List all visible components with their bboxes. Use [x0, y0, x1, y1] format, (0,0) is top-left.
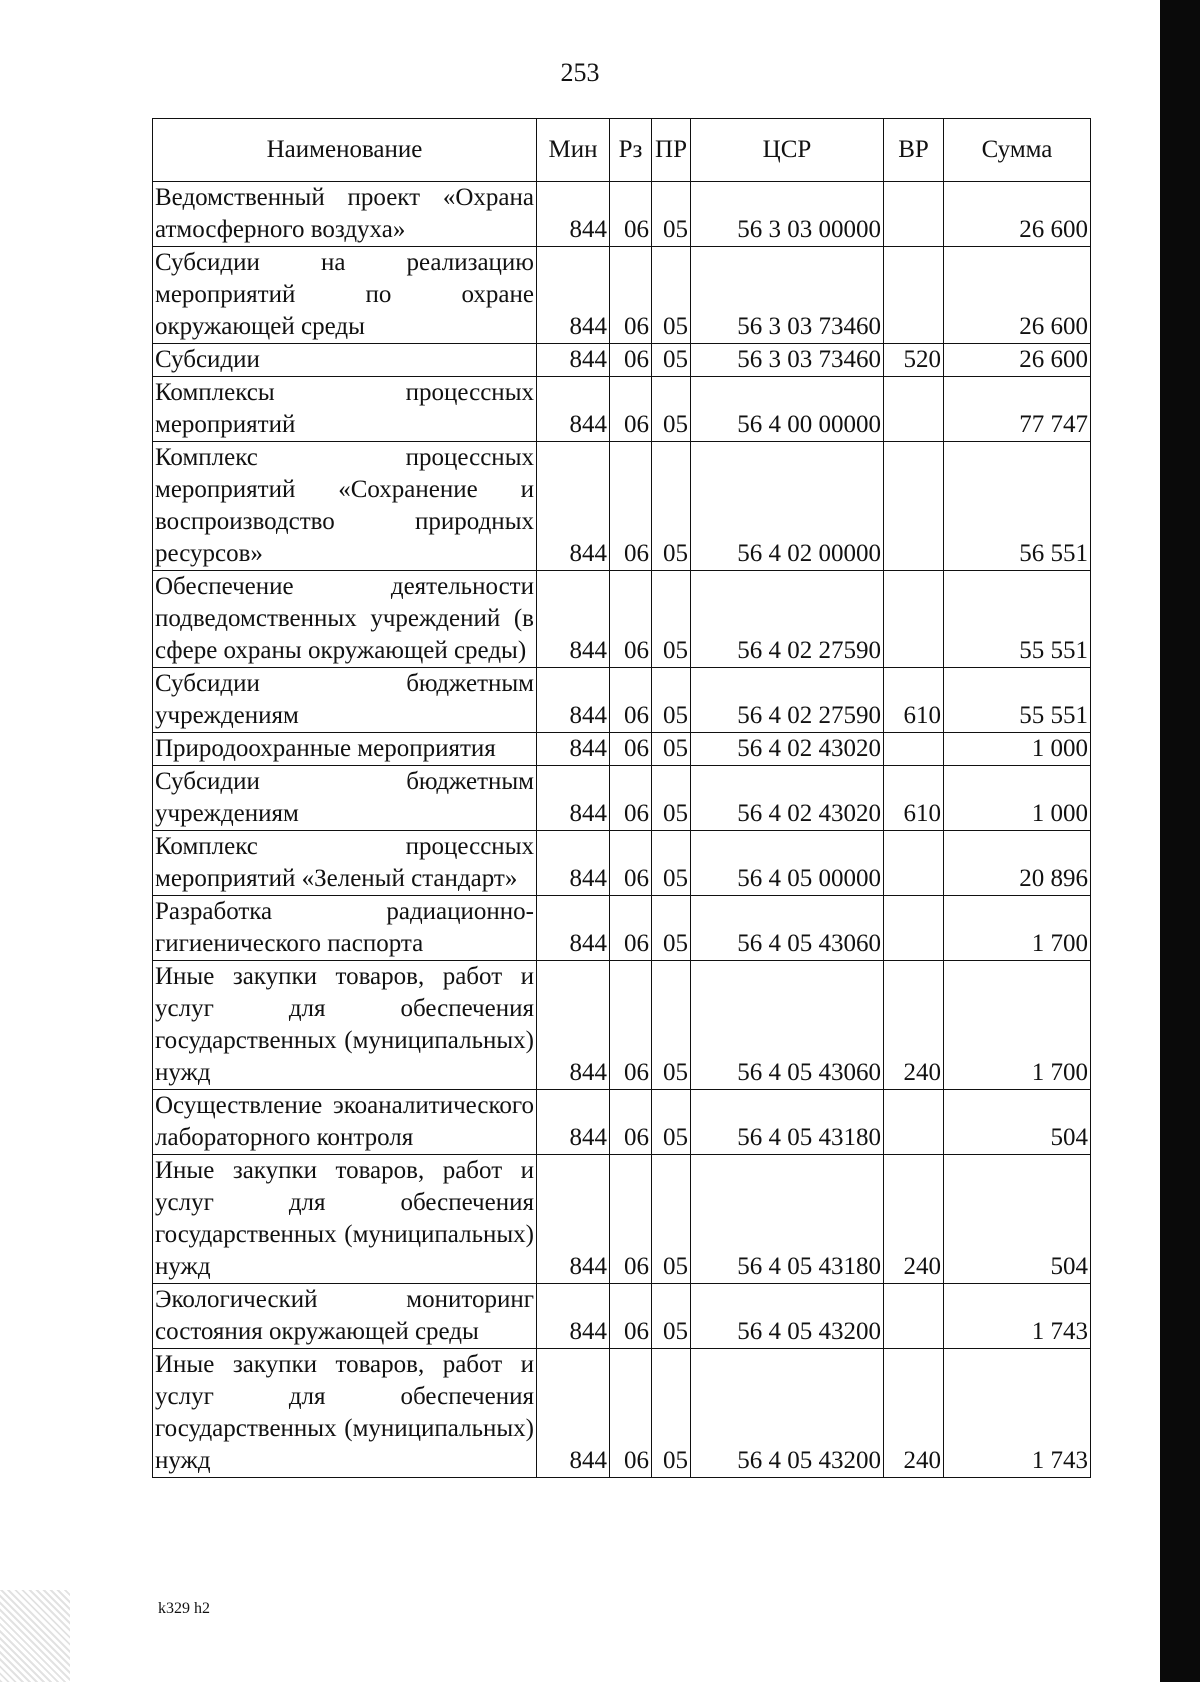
- row-rz: 06: [610, 1090, 652, 1155]
- row-vr: [884, 247, 944, 344]
- row-vr: 240: [884, 1349, 944, 1478]
- page-number: 253: [560, 58, 600, 87]
- row-rz: 06: [610, 766, 652, 831]
- header-vr: ВР: [884, 119, 944, 182]
- row-name: Субсидии: [153, 344, 537, 377]
- row-min: 844: [537, 442, 610, 571]
- row-pr: 05: [652, 377, 691, 442]
- row-vr: 240: [884, 961, 944, 1090]
- row-csr: 56 3 03 73460: [691, 247, 884, 344]
- row-vr: 610: [884, 668, 944, 733]
- row-vr: [884, 571, 944, 668]
- row-csr: 56 4 05 43180: [691, 1090, 884, 1155]
- row-sum: 1 700: [944, 961, 1091, 1090]
- row-csr: 56 4 05 43200: [691, 1284, 884, 1349]
- row-min: 844: [537, 668, 610, 733]
- table-row: [153, 961, 1091, 1090]
- row-min: 844: [537, 831, 610, 896]
- row-sum: 1 000: [944, 766, 1091, 831]
- row-csr: 56 3 03 00000: [691, 182, 884, 247]
- row-csr: 56 4 02 27590: [691, 668, 884, 733]
- row-min: 844: [537, 182, 610, 247]
- table-row: [153, 896, 1091, 961]
- row-name: Субсидии бюджетным учреждениям: [153, 766, 537, 831]
- header-sum: Сумма: [944, 119, 1091, 182]
- row-rz: 06: [610, 442, 652, 571]
- scan-noise: [0, 1590, 70, 1682]
- row-rz: 06: [610, 733, 652, 766]
- table-row: [153, 247, 1091, 344]
- table-row: [153, 442, 1091, 571]
- row-csr: 56 3 03 73460: [691, 344, 884, 377]
- row-vr: 520: [884, 344, 944, 377]
- row-pr: 05: [652, 1349, 691, 1478]
- row-name: Иные закупки товаров, работ и услуг для обеспечения государственных (муниципальных) нужд: [153, 961, 537, 1090]
- table-row: [153, 377, 1091, 442]
- row-rz: 06: [610, 1284, 652, 1349]
- row-pr: 05: [652, 896, 691, 961]
- row-min: 844: [537, 961, 610, 1090]
- table-row: [153, 766, 1091, 831]
- row-vr: [884, 442, 944, 571]
- row-sum: 1 743: [944, 1349, 1091, 1478]
- table-row: [153, 1090, 1091, 1155]
- row-rz: 06: [610, 1155, 652, 1284]
- row-csr: 56 4 05 43060: [691, 961, 884, 1090]
- row-min: 844: [537, 1155, 610, 1284]
- row-min: 844: [537, 1284, 610, 1349]
- header-name: Наименование: [153, 119, 537, 182]
- budget-table: [152, 118, 1091, 1478]
- row-min: 844: [537, 896, 610, 961]
- row-pr: 05: [652, 344, 691, 377]
- row-csr: 56 4 02 00000: [691, 442, 884, 571]
- row-csr: 56 4 02 43020: [691, 733, 884, 766]
- row-name: Комплекс процессных мероприятий «Сохранение и воспроизводство природных ресурсов»: [153, 442, 537, 571]
- table-row: [153, 182, 1091, 247]
- row-sum: 26 600: [944, 182, 1091, 247]
- row-rz: 06: [610, 377, 652, 442]
- row-vr: 240: [884, 1155, 944, 1284]
- row-rz: 06: [610, 571, 652, 668]
- row-name: Иные закупки товаров, работ и услуг для обеспечения государственных (муниципальных) нужд: [153, 1155, 537, 1284]
- row-vr: [884, 733, 944, 766]
- row-rz: 06: [610, 1349, 652, 1478]
- row-csr: 56 4 05 00000: [691, 831, 884, 896]
- row-name: Субсидии на реализацию мероприятий по охране окружающей среды: [153, 247, 537, 344]
- row-rz: 06: [610, 831, 652, 896]
- row-min: 844: [537, 766, 610, 831]
- table-row: [153, 344, 1091, 377]
- row-vr: [884, 377, 944, 442]
- row-sum: 55 551: [944, 668, 1091, 733]
- table-row: [153, 1349, 1091, 1478]
- row-pr: 05: [652, 1155, 691, 1284]
- row-pr: 05: [652, 733, 691, 766]
- row-pr: 05: [652, 831, 691, 896]
- row-csr: 56 4 02 43020: [691, 766, 884, 831]
- row-pr: 05: [652, 247, 691, 344]
- row-pr: 05: [652, 961, 691, 1090]
- header-min: Мин: [537, 119, 610, 182]
- row-sum: 56 551: [944, 442, 1091, 571]
- header-csr: ЦСР: [691, 119, 884, 182]
- row-rz: 06: [610, 961, 652, 1090]
- row-sum: 77 747: [944, 377, 1091, 442]
- row-pr: 05: [652, 766, 691, 831]
- header-rz: Рз: [610, 119, 652, 182]
- row-vr: 610: [884, 766, 944, 831]
- row-min: 844: [537, 571, 610, 668]
- row-name: Иные закупки товаров, работ и услуг для обеспечения государственных (муниципальных) нужд: [153, 1349, 537, 1478]
- row-sum: 1 743: [944, 1284, 1091, 1349]
- table-body: [153, 182, 1091, 1478]
- table-header-row: [153, 119, 1091, 182]
- row-vr: [884, 1090, 944, 1155]
- row-csr: 56 4 00 00000: [691, 377, 884, 442]
- row-pr: 05: [652, 442, 691, 571]
- row-sum: 26 600: [944, 344, 1091, 377]
- row-name: Комплекс процессных мероприятий «Зеленый стандарт»: [153, 831, 537, 896]
- header-pr: ПР: [652, 119, 691, 182]
- table-row: [153, 831, 1091, 896]
- row-vr: [884, 831, 944, 896]
- row-min: 844: [537, 247, 610, 344]
- row-rz: 06: [610, 896, 652, 961]
- row-pr: 05: [652, 182, 691, 247]
- row-vr: [884, 896, 944, 961]
- row-min: 844: [537, 377, 610, 442]
- row-name: Ведомственный проект «Охрана атмосферного воздуха»: [153, 182, 537, 247]
- table-row: [153, 1284, 1091, 1349]
- row-sum: 504: [944, 1090, 1091, 1155]
- row-csr: 56 4 05 43060: [691, 896, 884, 961]
- row-rz: 06: [610, 668, 652, 733]
- row-name: Обеспечение деятельности подведомственных учреждений (в сфере охраны окружающей среды): [153, 571, 537, 668]
- row-vr: [884, 182, 944, 247]
- table-row: [153, 571, 1091, 668]
- row-sum: 1 000: [944, 733, 1091, 766]
- scan-edge-bar: [1160, 0, 1200, 1682]
- row-sum: 504: [944, 1155, 1091, 1284]
- row-name: Разработка радиационно-гигиенического паспорта: [153, 896, 537, 961]
- row-min: 844: [537, 1090, 610, 1155]
- row-name: Экологический мониторинг состояния окружающей среды: [153, 1284, 537, 1349]
- row-rz: 06: [610, 182, 652, 247]
- row-pr: 05: [652, 1090, 691, 1155]
- table-row: [153, 733, 1091, 766]
- row-sum: 26 600: [944, 247, 1091, 344]
- row-csr: 56 4 02 27590: [691, 571, 884, 668]
- row-name: Комплексы процессных мероприятий: [153, 377, 537, 442]
- footer-code: k329 h2: [158, 1600, 210, 1617]
- row-min: 844: [537, 1349, 610, 1478]
- row-sum: 55 551: [944, 571, 1091, 668]
- table-row: [153, 1155, 1091, 1284]
- row-csr: 56 4 05 43200: [691, 1349, 884, 1478]
- row-vr: [884, 1284, 944, 1349]
- row-name: Природоохранные мероприятия: [153, 733, 537, 766]
- row-sum: 20 896: [944, 831, 1091, 896]
- row-min: 844: [537, 344, 610, 377]
- row-sum: 1 700: [944, 896, 1091, 961]
- row-min: 844: [537, 733, 610, 766]
- row-name: Субсидии бюджетным учреждениям: [153, 668, 537, 733]
- table-row: [153, 668, 1091, 733]
- row-csr: 56 4 05 43180: [691, 1155, 884, 1284]
- row-rz: 06: [610, 344, 652, 377]
- row-name: Осуществление экоаналитического лабораторного контроля: [153, 1090, 537, 1155]
- row-pr: 05: [652, 571, 691, 668]
- row-rz: 06: [610, 247, 652, 344]
- row-pr: 05: [652, 668, 691, 733]
- row-pr: 05: [652, 1284, 691, 1349]
